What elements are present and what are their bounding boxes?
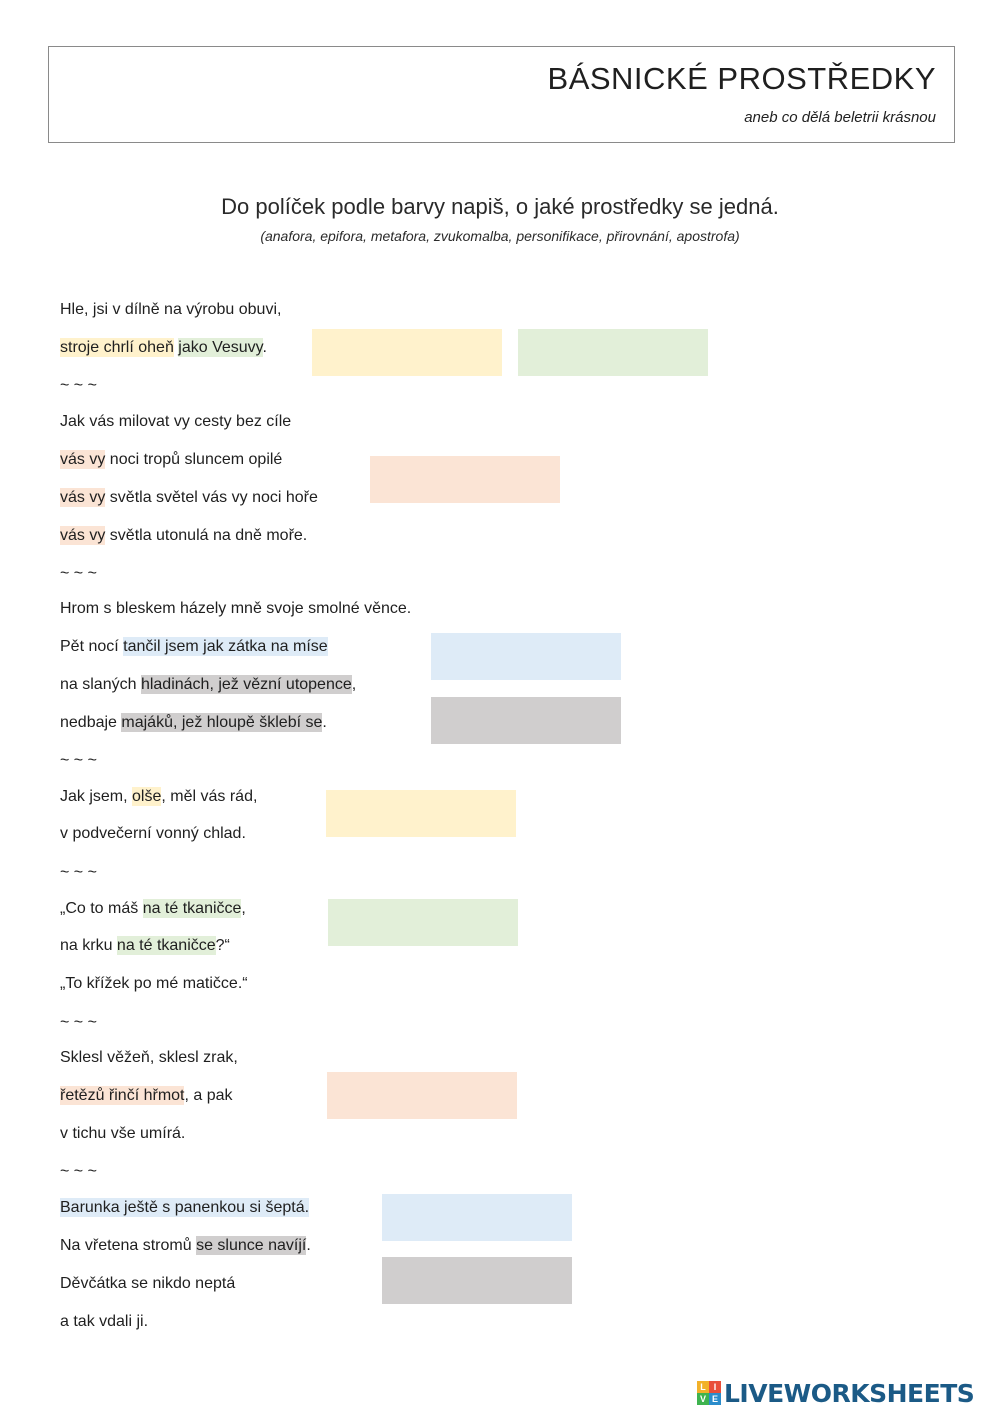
poem-line <box>60 935 230 957</box>
highlighted-phrase: řetězů řinčí hřmot <box>60 1087 185 1104</box>
poem-line <box>60 449 282 471</box>
highlighted-phrase: Barunka ještě s panenkou si šeptá. <box>60 1199 310 1216</box>
poem-line <box>60 563 97 585</box>
highlighted-phrase: jako Vesuvy <box>178 339 263 356</box>
poem-text: ~ ~ ~ <box>60 752 97 769</box>
poem-text: ~ ~ ~ <box>60 1014 97 1031</box>
poem-line <box>60 674 356 696</box>
poem-text: Jak jsem, <box>60 788 133 805</box>
poem-text: Pět nocí <box>60 638 124 655</box>
poem-text: Sklesl věžeň, sklesl zrak, <box>60 1049 238 1066</box>
poem-text: Děvčátka se nikdo neptá <box>60 1275 236 1292</box>
poem-line <box>60 487 318 509</box>
answer-box-1[interactable] <box>312 329 502 376</box>
poem-line <box>60 786 257 808</box>
poem-text: „To křížek po mé matičce.“ <box>60 975 248 992</box>
poem-line <box>60 1161 97 1183</box>
poem-line <box>60 1311 148 1333</box>
page-subtitle: aneb co dělá beletrii krásnou <box>744 109 936 126</box>
logo-letter: E <box>709 1393 721 1405</box>
poem-text: , a pak <box>184 1087 233 1104</box>
poem-line <box>60 1012 97 1034</box>
highlighted-phrase: se slunce navíjí <box>196 1237 307 1254</box>
poem-text: ~ ~ ~ <box>60 377 97 394</box>
highlighted-phrase: vás vy <box>60 489 106 506</box>
brand-name: LIVEWORKSHEETS <box>724 1378 975 1408</box>
highlighted-phrase: stroje chrlí oheň <box>60 339 174 356</box>
poem-line <box>60 1273 235 1295</box>
poem-text: „Co to máš <box>60 900 143 917</box>
poem-text: Hle, jsi v dílně na výrobu obuvi, <box>60 301 282 318</box>
highlighted-phrase: majáků, jež hloupě šklebí se <box>121 714 323 731</box>
highlighted-phrase: vás vy <box>60 527 106 544</box>
poem-line <box>60 636 328 658</box>
liveworksheets-icon <box>697 1381 721 1405</box>
poem-text: , <box>241 900 246 917</box>
poem-text: světla utonulá na dně moře. <box>105 527 308 544</box>
poem-line <box>60 823 246 845</box>
poem-line <box>60 1235 311 1257</box>
answer-box-7[interactable] <box>328 899 518 946</box>
highlighted-phrase: na té tkaničce <box>116 937 216 954</box>
poem-text: na slaných <box>60 676 141 693</box>
logo-letter: I <box>709 1381 721 1393</box>
poem-text: , <box>351 676 357 693</box>
poem-text: světla světel vás vy noci hoře <box>105 489 318 506</box>
highlighted-phrase: vás vy <box>60 451 106 468</box>
poem-text: v tichu vše umírá. <box>60 1125 186 1142</box>
poem-line <box>60 411 291 433</box>
logo-letter: V <box>697 1393 709 1405</box>
liveworksheets-logo <box>697 1378 974 1408</box>
answer-box-2[interactable] <box>518 329 708 376</box>
answer-box-5[interactable] <box>431 697 621 744</box>
poem-text: noci tropů sluncem opilé <box>105 451 283 468</box>
answer-box-8[interactable] <box>327 1072 517 1119</box>
logo-letter: L <box>697 1381 709 1393</box>
page-title: BÁSNICKÉ PROSTŘEDKY <box>547 61 936 96</box>
poem-text: Jak vás milovat vy cesty bez cíle <box>60 413 292 430</box>
answer-box-6[interactable] <box>326 790 516 837</box>
highlighted-phrase: olše <box>132 788 162 805</box>
poem-text: . <box>322 714 327 731</box>
answer-box-4[interactable] <box>431 633 621 680</box>
poem-line <box>60 1047 238 1069</box>
instruction-hint: (anafora, epifora, metafora, zvukomalba, personifikace, přirovnání, apostrofa) <box>260 228 740 244</box>
poem-line <box>60 337 267 359</box>
poem-line <box>60 375 97 397</box>
poem-text: na krku <box>60 937 117 954</box>
highlighted-phrase: tančil jsem jak zátka na míse <box>123 638 328 655</box>
poem-text: ~ ~ ~ <box>60 1163 97 1180</box>
poem-line <box>60 598 411 620</box>
poem-line <box>60 299 281 321</box>
poem-line <box>60 750 97 772</box>
poem-text: v podvečerní vonný chlad. <box>60 825 246 842</box>
poem-text: ~ ~ ~ <box>60 565 97 582</box>
highlighted-phrase: na té tkaničce <box>142 900 242 917</box>
answer-box-9[interactable] <box>382 1194 572 1241</box>
answer-box-3[interactable] <box>370 456 560 503</box>
poem-text: ~ ~ ~ <box>60 864 97 881</box>
poem-text: . <box>262 339 267 356</box>
poem-line <box>60 712 327 734</box>
poem-text: Na vřetena stromů <box>60 1237 197 1254</box>
instruction-text: Do políček podle barvy napiš, o jaké prostředky se jedná. <box>221 194 779 219</box>
poem-line <box>60 1197 309 1219</box>
poem-line <box>60 898 246 920</box>
poem-text: ?“ <box>215 937 230 954</box>
poem-text: nedbaje <box>60 714 122 731</box>
poem-line <box>60 862 97 884</box>
poem-text: . <box>306 1237 311 1254</box>
poem-line <box>60 525 307 547</box>
poem-text: Hrom s bleskem házely mně svoje smolné věnce. <box>60 600 412 617</box>
poem-text: a tak vdali ji. <box>60 1313 149 1330</box>
header-box <box>48 46 955 143</box>
poem-line <box>60 973 248 995</box>
poem-line <box>60 1123 185 1145</box>
poem-line <box>60 1085 233 1107</box>
poem-text: , měl vás rád, <box>161 788 258 805</box>
highlighted-phrase: hladinách, jež vězní utopence <box>140 676 352 693</box>
answer-box-10[interactable] <box>382 1257 572 1304</box>
